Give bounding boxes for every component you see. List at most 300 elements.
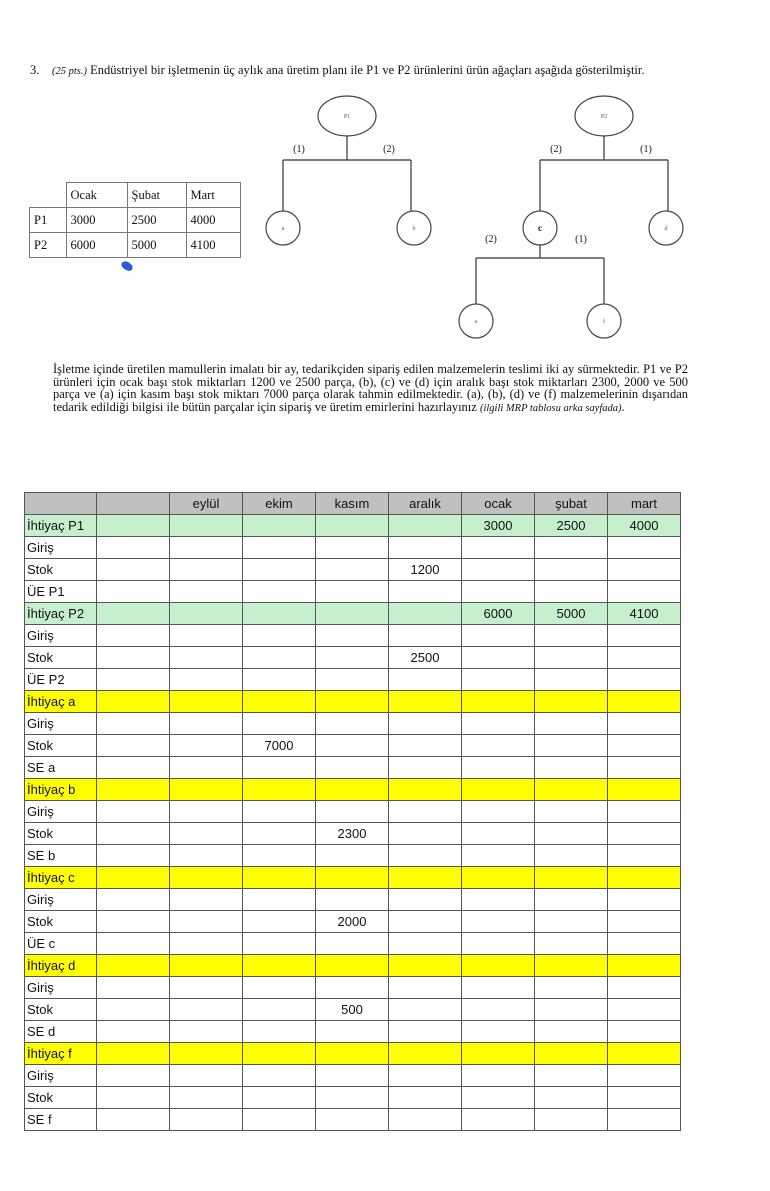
mrp-cell[interactable] xyxy=(243,867,316,889)
mrp-cell[interactable] xyxy=(462,823,535,845)
mrp-cell[interactable] xyxy=(389,1087,462,1109)
mrp-cell[interactable] xyxy=(170,559,243,581)
mrp-cell[interactable] xyxy=(389,779,462,801)
p2-left-qty: (2) xyxy=(550,144,562,155)
question-points: (25 pts.) xyxy=(52,66,87,77)
mrp-cell[interactable] xyxy=(389,713,462,735)
mrp-cell[interactable] xyxy=(97,537,170,559)
mrp-cell[interactable] xyxy=(608,581,681,603)
mrp-cell[interactable] xyxy=(535,955,608,977)
mrp-cell[interactable] xyxy=(97,735,170,757)
mrp-cell[interactable] xyxy=(170,779,243,801)
mrp-cell[interactable] xyxy=(97,625,170,647)
mrp-cell[interactable]: 2300 xyxy=(316,823,389,845)
mrp-cell[interactable] xyxy=(462,581,535,603)
mrp-cell[interactable] xyxy=(462,845,535,867)
mrp-cell[interactable] xyxy=(389,977,462,999)
mrp-cell[interactable]: 5000 xyxy=(535,603,608,625)
c-left-qty: (2) xyxy=(485,234,497,245)
mrp-cell[interactable] xyxy=(389,801,462,823)
mrp-row xyxy=(25,779,681,801)
problem-description xyxy=(53,363,688,415)
mrp-cell[interactable] xyxy=(243,823,316,845)
mrp-cell[interactable] xyxy=(535,647,608,669)
mrp-cell[interactable] xyxy=(608,757,681,779)
mrp-row xyxy=(25,1021,681,1043)
mrp-row xyxy=(25,713,681,735)
mrp-cell[interactable] xyxy=(97,691,170,713)
mrp-cell[interactable]: 2500 xyxy=(389,647,462,669)
mrp-row-label: SE f xyxy=(25,1109,97,1131)
mrp-row-label: SE b xyxy=(25,845,97,867)
plan-cell: 2500 xyxy=(127,208,186,233)
mrp-cell[interactable] xyxy=(535,1109,608,1131)
mrp-row-label: Giriş xyxy=(25,977,97,999)
mrp-cell[interactable] xyxy=(243,515,316,537)
mrp-row-label: Stok xyxy=(25,823,97,845)
mrp-cell[interactable] xyxy=(97,977,170,999)
mrp-cell[interactable] xyxy=(316,625,389,647)
mrp-cell[interactable] xyxy=(316,559,389,581)
mrp-cell[interactable] xyxy=(389,537,462,559)
mrp-table xyxy=(24,492,681,1131)
mrp-cell[interactable] xyxy=(535,977,608,999)
mrp-cell[interactable]: 6000 xyxy=(462,603,535,625)
plan-row-label: P1 xyxy=(30,208,67,233)
node-a-p2-label: a xyxy=(474,319,478,325)
mrp-cell[interactable] xyxy=(243,999,316,1021)
mrp-row xyxy=(25,801,681,823)
mrp-cell[interactable] xyxy=(608,537,681,559)
mrp-cell[interactable] xyxy=(389,691,462,713)
mrp-cell[interactable] xyxy=(462,911,535,933)
node-b-label: b xyxy=(412,226,416,232)
mrp-cell[interactable] xyxy=(608,1065,681,1087)
mrp-header-cell: ocak xyxy=(462,493,535,515)
mrp-cell[interactable] xyxy=(316,889,389,911)
mrp-cell[interactable] xyxy=(170,955,243,977)
mrp-row xyxy=(25,889,681,911)
mrp-cell[interactable] xyxy=(97,889,170,911)
mrp-cell[interactable] xyxy=(243,1043,316,1065)
mrp-cell[interactable] xyxy=(535,713,608,735)
mrp-cell[interactable] xyxy=(462,691,535,713)
mrp-cell[interactable] xyxy=(535,669,608,691)
mrp-cell[interactable]: 4000 xyxy=(608,515,681,537)
mrp-row-label: Stok xyxy=(25,735,97,757)
mrp-cell[interactable] xyxy=(462,1109,535,1131)
mrp-cell[interactable] xyxy=(535,757,608,779)
mrp-header-cell xyxy=(25,493,97,515)
mrp-cell[interactable] xyxy=(462,1065,535,1087)
mrp-cell[interactable] xyxy=(97,757,170,779)
mrp-header-cell xyxy=(97,493,170,515)
mrp-row-label: İhtiyaç d xyxy=(25,955,97,977)
mrp-cell[interactable] xyxy=(170,1043,243,1065)
mrp-cell[interactable] xyxy=(608,845,681,867)
mrp-cell[interactable] xyxy=(170,933,243,955)
mrp-cell[interactable] xyxy=(243,1109,316,1131)
product-tree-p2 xyxy=(459,96,683,338)
mrp-cell[interactable] xyxy=(462,1087,535,1109)
mrp-cell[interactable] xyxy=(243,845,316,867)
mrp-row-label: Stok xyxy=(25,647,97,669)
mrp-cell[interactable] xyxy=(316,647,389,669)
mrp-cell[interactable] xyxy=(170,691,243,713)
mrp-cell[interactable] xyxy=(389,867,462,889)
mrp-cell[interactable] xyxy=(608,823,681,845)
mrp-row-label: Giriş xyxy=(25,889,97,911)
mrp-cell[interactable] xyxy=(316,603,389,625)
mrp-cell[interactable] xyxy=(170,757,243,779)
mrp-cell[interactable] xyxy=(316,955,389,977)
mrp-cell[interactable] xyxy=(608,1109,681,1131)
mrp-cell[interactable] xyxy=(316,1065,389,1087)
mrp-cell[interactable] xyxy=(243,647,316,669)
mrp-cell[interactable] xyxy=(97,1021,170,1043)
p1-right-qty: (2) xyxy=(383,144,395,155)
mrp-cell[interactable] xyxy=(389,999,462,1021)
mrp-cell[interactable] xyxy=(535,867,608,889)
mrp-cell[interactable] xyxy=(97,515,170,537)
mrp-cell[interactable] xyxy=(243,977,316,999)
mrp-body xyxy=(25,515,681,1131)
mrp-row xyxy=(25,1109,681,1131)
description-end: . xyxy=(621,399,625,414)
mrp-cell[interactable] xyxy=(462,537,535,559)
mrp-cell[interactable] xyxy=(97,999,170,1021)
mrp-cell[interactable] xyxy=(170,801,243,823)
mrp-cell[interactable] xyxy=(243,801,316,823)
mrp-cell[interactable] xyxy=(608,669,681,691)
mrp-cell[interactable] xyxy=(243,955,316,977)
mrp-cell[interactable] xyxy=(462,933,535,955)
mrp-cell[interactable] xyxy=(97,669,170,691)
mrp-cell[interactable] xyxy=(170,625,243,647)
mrp-header-cell: ekim xyxy=(243,493,316,515)
mrp-row-label: ÜE P2 xyxy=(25,669,97,691)
mrp-cell[interactable] xyxy=(535,845,608,867)
mrp-cell[interactable] xyxy=(535,1021,608,1043)
mrp-cell[interactable] xyxy=(243,537,316,559)
mrp-cell[interactable] xyxy=(316,1043,389,1065)
mrp-cell[interactable] xyxy=(170,1087,243,1109)
mrp-cell[interactable] xyxy=(389,515,462,537)
mrp-cell[interactable] xyxy=(608,1087,681,1109)
mrp-cell[interactable] xyxy=(389,603,462,625)
mrp-cell[interactable] xyxy=(389,669,462,691)
mrp-cell[interactable] xyxy=(462,999,535,1021)
mrp-cell[interactable] xyxy=(97,581,170,603)
description-note: (ilgili MRP tablosu arka sayfada) xyxy=(479,402,622,414)
mrp-cell[interactable] xyxy=(535,537,608,559)
mrp-cell[interactable] xyxy=(243,625,316,647)
mrp-cell[interactable] xyxy=(316,691,389,713)
mrp-cell[interactable] xyxy=(462,669,535,691)
mrp-cell[interactable] xyxy=(97,559,170,581)
mrp-cell[interactable] xyxy=(316,801,389,823)
node-a-p1-label: a xyxy=(281,226,285,232)
mrp-cell[interactable] xyxy=(316,581,389,603)
mrp-cell[interactable] xyxy=(97,933,170,955)
mrp-cell[interactable] xyxy=(97,647,170,669)
plan-cell: 4100 xyxy=(186,233,240,258)
mrp-cell[interactable] xyxy=(608,1043,681,1065)
plan-header-cell: Ocak xyxy=(66,183,127,208)
mrp-row-label: Stok xyxy=(25,559,97,581)
mrp-cell[interactable] xyxy=(97,1109,170,1131)
mrp-cell[interactable] xyxy=(316,933,389,955)
mrp-cell[interactable] xyxy=(170,603,243,625)
mrp-cell[interactable] xyxy=(608,647,681,669)
mrp-cell[interactable] xyxy=(170,1065,243,1087)
mrp-cell[interactable] xyxy=(243,669,316,691)
node-p2-label: P2 xyxy=(600,114,608,120)
mrp-cell[interactable] xyxy=(535,779,608,801)
mrp-row xyxy=(25,955,681,977)
mrp-cell[interactable] xyxy=(389,823,462,845)
mrp-cell[interactable] xyxy=(389,1109,462,1131)
mrp-cell[interactable] xyxy=(608,713,681,735)
mrp-cell[interactable] xyxy=(243,1065,316,1087)
mrp-row xyxy=(25,867,681,889)
mrp-cell[interactable] xyxy=(316,757,389,779)
mrp-cell[interactable] xyxy=(389,955,462,977)
mrp-cell[interactable] xyxy=(462,779,535,801)
mrp-cell[interactable]: 3000 xyxy=(462,515,535,537)
mrp-row-label: Giriş xyxy=(25,1065,97,1087)
mrp-cell[interactable] xyxy=(97,911,170,933)
mrp-row xyxy=(25,559,681,581)
mrp-cell[interactable] xyxy=(608,867,681,889)
mrp-row-label: İhtiyaç a xyxy=(25,691,97,713)
mrp-header-cell: şubat xyxy=(535,493,608,515)
mrp-cell[interactable] xyxy=(316,537,389,559)
mrp-cell[interactable] xyxy=(316,669,389,691)
mrp-cell[interactable] xyxy=(389,933,462,955)
mrp-cell[interactable] xyxy=(535,801,608,823)
mrp-cell[interactable] xyxy=(97,955,170,977)
mrp-cell[interactable] xyxy=(170,735,243,757)
mrp-cell[interactable] xyxy=(243,757,316,779)
mrp-cell[interactable] xyxy=(608,911,681,933)
mrp-cell[interactable] xyxy=(535,559,608,581)
mrp-cell[interactable] xyxy=(608,955,681,977)
mrp-cell[interactable] xyxy=(535,581,608,603)
mrp-cell[interactable] xyxy=(389,581,462,603)
mrp-row-label: İhtiyaç b xyxy=(25,779,97,801)
mrp-row xyxy=(25,757,681,779)
node-c-label: c xyxy=(538,223,542,233)
mrp-cell[interactable] xyxy=(535,1043,608,1065)
mrp-cell[interactable] xyxy=(243,691,316,713)
mrp-cell[interactable] xyxy=(97,1043,170,1065)
mrp-cell[interactable]: 2500 xyxy=(535,515,608,537)
mrp-cell[interactable] xyxy=(243,713,316,735)
mrp-cell[interactable] xyxy=(608,889,681,911)
mrp-row-label: İhtiyaç P1 xyxy=(25,515,97,537)
product-tree-p1 xyxy=(266,96,431,245)
mrp-cell[interactable] xyxy=(170,911,243,933)
mrp-cell[interactable] xyxy=(316,977,389,999)
mrp-cell[interactable] xyxy=(389,1043,462,1065)
mrp-cell[interactable] xyxy=(170,867,243,889)
mrp-cell[interactable] xyxy=(608,691,681,713)
plan-row-label: P2 xyxy=(30,233,67,258)
mrp-cell[interactable] xyxy=(462,1021,535,1043)
mrp-row-label: Giriş xyxy=(25,625,97,647)
mrp-cell[interactable] xyxy=(462,647,535,669)
mrp-row-label: İhtiyaç c xyxy=(25,867,97,889)
mrp-cell[interactable] xyxy=(170,515,243,537)
mrp-cell[interactable] xyxy=(608,977,681,999)
mrp-cell[interactable] xyxy=(535,999,608,1021)
plan-header-cell: Şubat xyxy=(127,183,186,208)
mrp-cell[interactable] xyxy=(462,867,535,889)
mrp-cell[interactable] xyxy=(170,647,243,669)
mrp-cell[interactable] xyxy=(170,889,243,911)
mrp-cell[interactable] xyxy=(170,581,243,603)
mrp-cell[interactable] xyxy=(389,625,462,647)
mrp-row xyxy=(25,933,681,955)
mrp-row-label: Stok xyxy=(25,911,97,933)
mrp-cell[interactable] xyxy=(535,691,608,713)
mrp-cell[interactable]: 1200 xyxy=(389,559,462,581)
mrp-cell[interactable] xyxy=(316,1087,389,1109)
mrp-cell[interactable] xyxy=(462,801,535,823)
mrp-cell[interactable] xyxy=(243,1021,316,1043)
mrp-cell[interactable] xyxy=(97,1065,170,1087)
mrp-cell[interactable] xyxy=(608,625,681,647)
mrp-cell[interactable] xyxy=(462,955,535,977)
mrp-cell[interactable] xyxy=(535,1065,608,1087)
mrp-row-label: İhtiyaç f xyxy=(25,1043,97,1065)
mrp-row xyxy=(25,823,681,845)
mrp-cell[interactable]: 2000 xyxy=(316,911,389,933)
mrp-cell[interactable] xyxy=(608,735,681,757)
mrp-cell[interactable] xyxy=(170,823,243,845)
c-right-qty: (1) xyxy=(575,234,587,245)
mrp-row xyxy=(25,999,681,1021)
mrp-cell[interactable] xyxy=(389,735,462,757)
mrp-cell[interactable] xyxy=(170,1021,243,1043)
mrp-cell[interactable] xyxy=(316,779,389,801)
mrp-cell[interactable] xyxy=(316,735,389,757)
mrp-cell[interactable] xyxy=(608,999,681,1021)
mrp-row xyxy=(25,1043,681,1065)
mrp-cell[interactable] xyxy=(170,537,243,559)
mrp-cell[interactable] xyxy=(535,911,608,933)
mrp-cell[interactable] xyxy=(462,735,535,757)
mrp-row-label: Stok xyxy=(25,999,97,1021)
mrp-cell[interactable]: 4100 xyxy=(608,603,681,625)
mrp-cell[interactable] xyxy=(608,559,681,581)
mrp-row-label: Giriş xyxy=(25,801,97,823)
mrp-cell[interactable] xyxy=(97,823,170,845)
mrp-cell[interactable] xyxy=(243,581,316,603)
mrp-cell[interactable] xyxy=(170,713,243,735)
mrp-cell[interactable] xyxy=(316,515,389,537)
mrp-cell[interactable] xyxy=(97,1087,170,1109)
mrp-cell[interactable] xyxy=(97,867,170,889)
mrp-cell[interactable] xyxy=(608,1021,681,1043)
mrp-row-label: SE a xyxy=(25,757,97,779)
node-d-label: d xyxy=(664,226,668,232)
mrp-cell[interactable] xyxy=(316,1109,389,1131)
mrp-cell[interactable] xyxy=(389,889,462,911)
mrp-cell[interactable] xyxy=(608,801,681,823)
mrp-cell[interactable] xyxy=(316,713,389,735)
mrp-cell[interactable] xyxy=(170,999,243,1021)
mrp-row xyxy=(25,977,681,999)
mrp-cell[interactable] xyxy=(608,933,681,955)
mrp-cell[interactable] xyxy=(97,713,170,735)
mrp-cell[interactable] xyxy=(170,669,243,691)
mrp-cell[interactable] xyxy=(243,559,316,581)
mrp-cell[interactable] xyxy=(389,911,462,933)
mrp-row-label: Giriş xyxy=(25,537,97,559)
mrp-cell[interactable] xyxy=(462,1043,535,1065)
mrp-cell[interactable] xyxy=(535,933,608,955)
mrp-cell[interactable] xyxy=(462,757,535,779)
mrp-cell[interactable] xyxy=(389,1065,462,1087)
mrp-cell[interactable] xyxy=(316,845,389,867)
mrp-cell[interactable] xyxy=(316,1021,389,1043)
mrp-cell[interactable] xyxy=(462,559,535,581)
mrp-cell[interactable] xyxy=(535,625,608,647)
mrp-cell[interactable] xyxy=(389,1021,462,1043)
mrp-cell[interactable] xyxy=(535,823,608,845)
mrp-cell[interactable] xyxy=(316,867,389,889)
mrp-cell[interactable] xyxy=(462,889,535,911)
mrp-cell[interactable] xyxy=(389,845,462,867)
mrp-cell[interactable] xyxy=(462,713,535,735)
mrp-cell[interactable] xyxy=(535,735,608,757)
node-p1-label: P1 xyxy=(343,114,351,120)
mrp-cell[interactable] xyxy=(170,845,243,867)
mrp-cell[interactable] xyxy=(97,801,170,823)
mrp-cell[interactable] xyxy=(243,603,316,625)
mrp-cell[interactable] xyxy=(97,603,170,625)
p1-left-qty: (1) xyxy=(293,144,305,155)
mrp-row xyxy=(25,1087,681,1109)
mrp-cell[interactable] xyxy=(97,845,170,867)
mrp-cell[interactable]: 7000 xyxy=(243,735,316,757)
mrp-cell[interactable] xyxy=(170,1109,243,1131)
mrp-cell[interactable] xyxy=(608,779,681,801)
mrp-row-label: Stok xyxy=(25,1087,97,1109)
mrp-cell[interactable] xyxy=(97,779,170,801)
mrp-cell[interactable] xyxy=(535,1087,608,1109)
mrp-cell[interactable] xyxy=(243,1087,316,1109)
mrp-cell[interactable]: 500 xyxy=(316,999,389,1021)
mrp-cell[interactable] xyxy=(389,757,462,779)
mrp-row-label: ÜE c xyxy=(25,933,97,955)
mrp-cell[interactable] xyxy=(462,625,535,647)
p2-right-qty: (1) xyxy=(640,144,652,155)
mrp-cell[interactable] xyxy=(462,977,535,999)
node-f-label: f xyxy=(603,319,605,325)
mrp-cell[interactable] xyxy=(243,779,316,801)
mrp-header-cell: mart xyxy=(608,493,681,515)
mrp-cell[interactable] xyxy=(170,977,243,999)
mrp-cell[interactable] xyxy=(243,911,316,933)
plan-cell: 6000 xyxy=(66,233,127,258)
mrp-cell[interactable] xyxy=(243,933,316,955)
mrp-cell[interactable] xyxy=(535,889,608,911)
mrp-cell[interactable] xyxy=(243,889,316,911)
product-trees xyxy=(0,0,770,360)
